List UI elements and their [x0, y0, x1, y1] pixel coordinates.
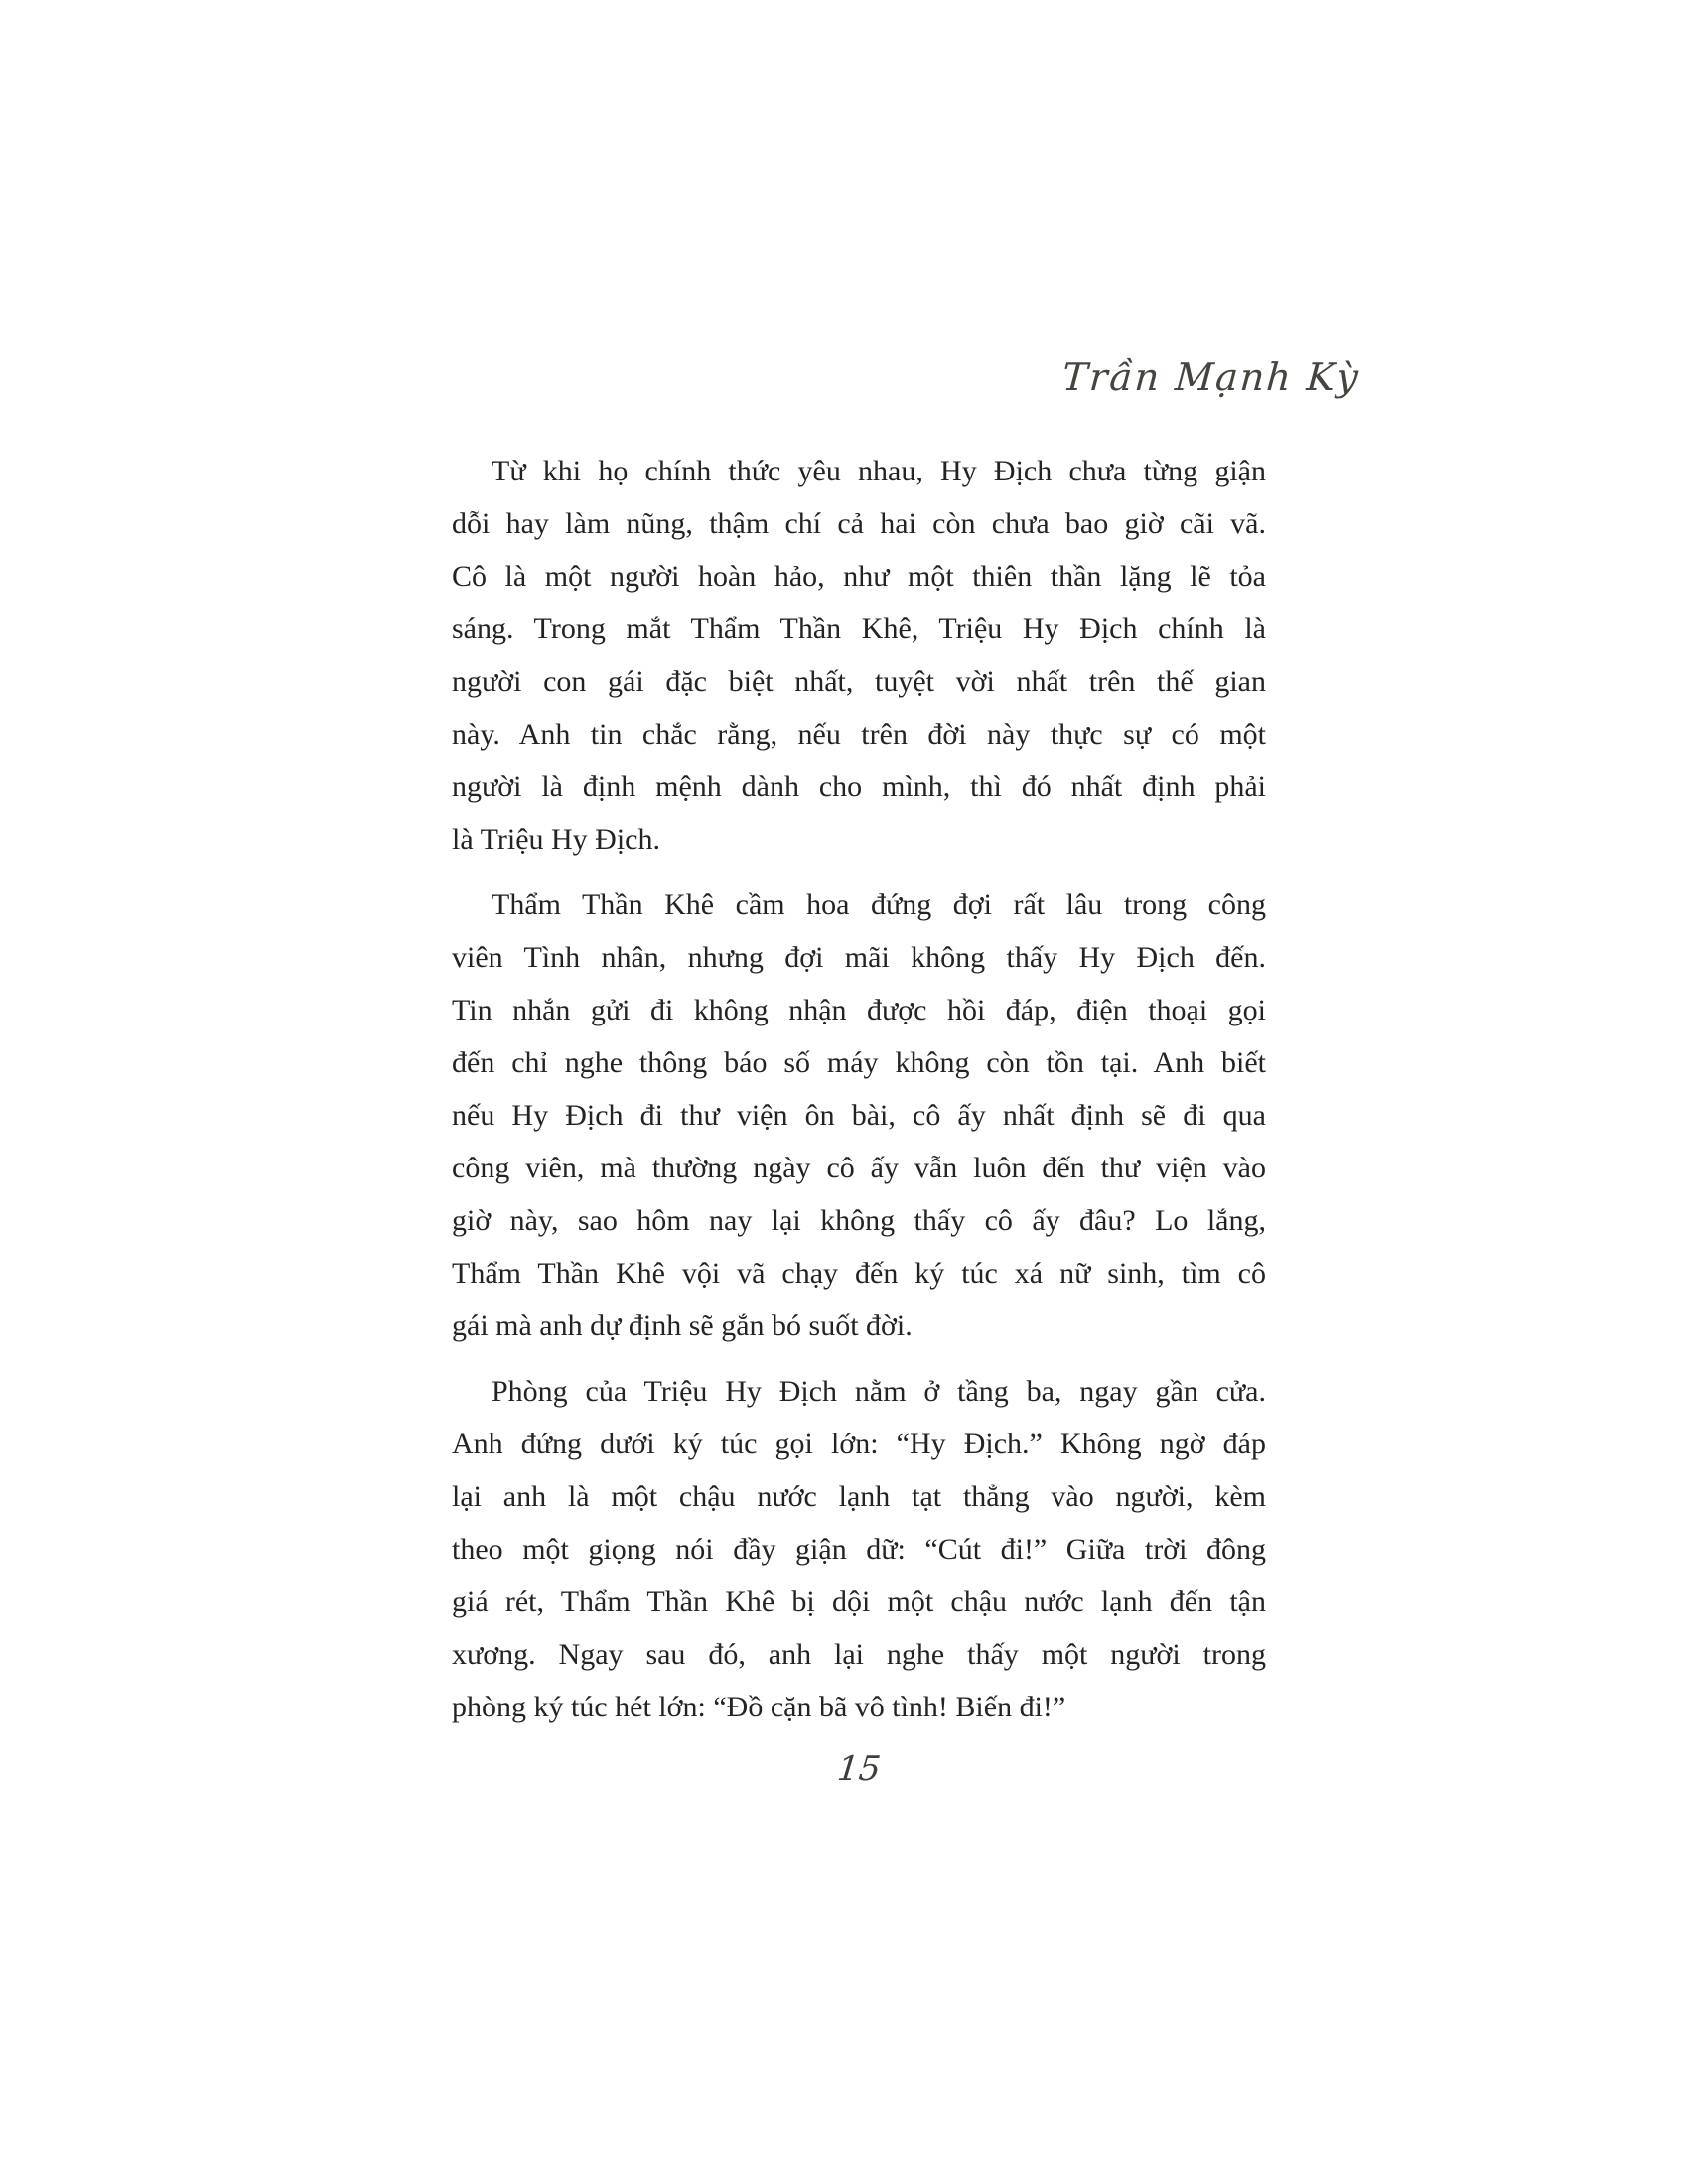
page-number: 15: [835, 1749, 883, 1789]
text-line: Thẩm Thần Khê vội vã chạy đến ký túc xá nữ sinh, tìm cô: [452, 1257, 1266, 1290]
text-line: đến chỉ nghe thông báo số máy không còn tồn tại. Anh biết: [452, 1046, 1266, 1079]
text-line: Từ khi họ chính thức yêu nhau, Hy Địch chưa từng giận: [492, 455, 1266, 487]
text-line: công viên, mà thường ngày cô ấy vẫn luôn đến thư viện vào: [452, 1152, 1266, 1184]
text-line: Cô là một người hoàn hảo, như một thiên thần lặng lẽ tỏa: [452, 560, 1266, 593]
running-header-author-name: Trần Mạnh Kỳ: [1060, 355, 1362, 399]
paragraph: [452, 879, 1266, 1352]
text-line: gái mà anh dự định sẽ gắn bó suốt đời.: [452, 1309, 913, 1342]
text-line: giờ này, sao hôm nay lại không thấy cô ấy đâu? Lo lắng,: [452, 1204, 1266, 1237]
text-line: người con gái đặc biệt nhất, tuyệt vời nhất trên thế gian: [452, 665, 1266, 698]
text-line: này. Anh tin chắc rằng, nếu trên đời này thực sự có một: [452, 718, 1266, 751]
text-line: là Triệu Hy Địch.: [452, 823, 660, 856]
text-line: Thẩm Thần Khê cầm hoa đứng đợi rất lâu trong công: [492, 888, 1266, 921]
text-line: dỗi hay làm nũng, thậm chí cả hai còn chưa bao giờ cãi vã.: [452, 507, 1266, 540]
text-line: Tin nhắn gửi đi không nhận được hồi đáp, điện thoại gọi: [452, 994, 1266, 1026]
text-line: phòng ký túc hét lớn: “Đồ cặn bã vô tình! Biến đi!”: [452, 1691, 1066, 1723]
text-line: xương. Ngay sau đó, anh lại nghe thấy một người trong: [452, 1638, 1266, 1671]
text-line: lại anh là một chậu nước lạnh tạt thẳng vào người, kèm: [452, 1480, 1266, 1513]
text-line: nếu Hy Địch đi thư viện ôn bài, cô ấy nhất định sẽ đi qua: [452, 1099, 1266, 1132]
page-body: [452, 445, 1266, 1733]
text-line: Anh đứng dưới ký túc gọi lớn: “Hy Địch.” Không ngờ đáp: [452, 1428, 1266, 1460]
text-line: sáng. Trong mắt Thẩm Thần Khê, Triệu Hy Địch chính là: [452, 613, 1266, 645]
text-line: người là định mệnh dành cho mình, thì đó nhất định phải: [452, 770, 1266, 803]
text-line: giá rét, Thẩm Thần Khê bị dội một chậu nước lạnh đến tận: [452, 1585, 1266, 1618]
paragraph: [452, 445, 1266, 866]
text-line: Phòng của Triệu Hy Địch nằm ở tầng ba, ngay gần cửa.: [492, 1375, 1266, 1408]
text-line: theo một giọng nói đầy giận dữ: “Cút đi!” Giữa trời đông: [452, 1533, 1266, 1566]
text-line: viên Tình nhân, nhưng đợi mãi không thấy Hy Địch đến.: [452, 941, 1266, 974]
paragraph: [452, 1365, 1266, 1733]
